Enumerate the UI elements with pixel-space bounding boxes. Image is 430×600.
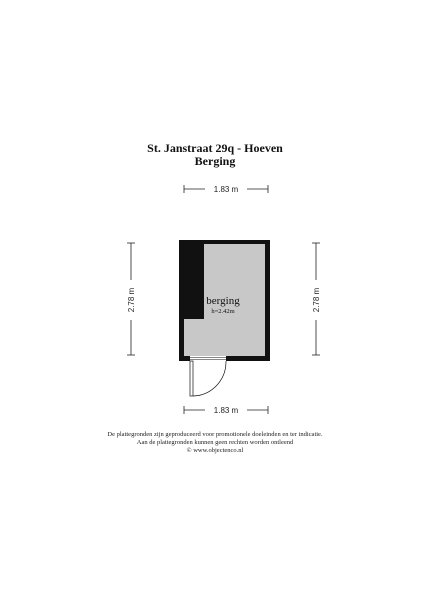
room-name-label: berging: [206, 295, 240, 307]
dimension-left-label: 2.78 m: [127, 287, 136, 313]
dimension-left: [125, 243, 137, 355]
disclaimer-line-1: De plattegronden zijn geproduceerd voor promotionele doeleinden en ter indicatie.: [107, 431, 323, 438]
room-height-label: h=2.42m: [211, 308, 235, 315]
dimension-top-label: 1.83 m: [213, 185, 239, 194]
address-title: St. Janstraat 29q - Hoeven: [147, 141, 283, 155]
dimension-right: [310, 243, 322, 355]
door-swing: [190, 361, 226, 396]
inner-wall-column: [184, 244, 204, 319]
floor-title: Berging: [194, 154, 236, 168]
dimension-top: [184, 183, 268, 195]
dimension-right-label: 2.78 m: [312, 287, 321, 313]
door-opening: [190, 356, 226, 361]
copyright-link[interactable]: © www.objectenco.nl: [186, 447, 244, 454]
dimension-bottom-label: 1.83 m: [213, 406, 239, 415]
dimension-bottom: [184, 404, 268, 416]
door-arc: [193, 361, 226, 396]
door-leaf: [190, 361, 193, 396]
disclaimer-line-2: Aan de plattegronden kunnen geen rechten worden ontleend: [136, 439, 294, 446]
disclaimer: [0, 431, 430, 455]
